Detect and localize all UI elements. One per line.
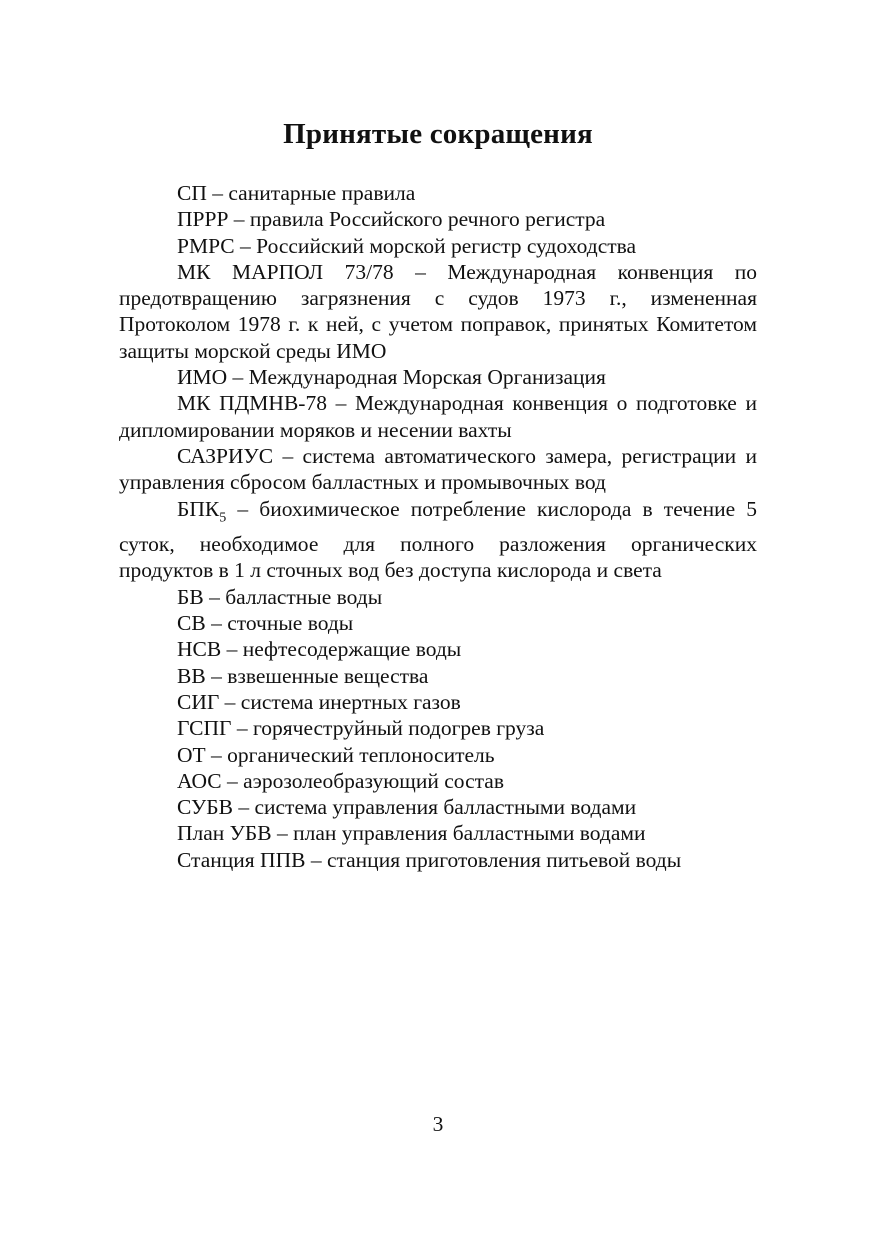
definition: план управления балластными водами <box>293 821 646 846</box>
abbreviation: АОС <box>177 768 222 793</box>
abbreviation: План УБВ <box>177 821 272 846</box>
abbreviation-entry <box>119 742 757 768</box>
dash: – <box>237 496 249 521</box>
definition: система инертных газов <box>240 689 461 714</box>
abbreviation: РМРС <box>177 233 235 258</box>
abbreviation: ОТ <box>177 742 206 767</box>
abbreviation-entry <box>119 496 757 584</box>
abbreviation: ИМО <box>177 365 228 390</box>
abbreviation: ГСПГ <box>177 716 232 741</box>
abbreviation-entry <box>119 390 757 443</box>
abbreviation-entry <box>119 584 757 610</box>
abbreviations-list <box>119 180 757 873</box>
definition: балластные воды <box>225 584 383 609</box>
abbreviation: СВ <box>177 611 206 636</box>
abbreviation-entry <box>119 636 757 662</box>
definition: Международная конвенция по предотвращению загрязнения с судов 1973 г., измененная Протоколом 1978 г. к ней, с учетом поправок, принятых Комитетом защиты морской среды ИМО <box>119 259 757 363</box>
definition: Российский морской регистр судоходства <box>256 233 637 258</box>
abbreviation-entry <box>119 233 757 259</box>
definition: биохимическое потребление кислорода в течение 5 суток, необходимое для полного разложения органических продуктов в 1 л сточных вод без доступа кислорода и света <box>119 496 758 583</box>
abbreviation: СП <box>177 181 207 205</box>
abbreviation-entry <box>119 443 757 496</box>
page-number: 3 <box>432 1112 444 1136</box>
dash: – <box>335 391 347 416</box>
abbreviation <box>177 496 227 525</box>
dash: – <box>211 611 222 636</box>
definition: Международная Морская Организация <box>248 365 606 390</box>
definition: Международная конвенция о подготовке и дипломировании моряков и несении вахты <box>119 391 757 442</box>
abbreviation: СУБВ <box>177 795 233 820</box>
abbreviation-entry <box>119 206 757 232</box>
page-title: Принятые сокращения <box>283 118 593 150</box>
dash: – <box>209 584 220 609</box>
abbreviation-entry <box>119 610 757 636</box>
abbreviation: ВВ <box>177 663 206 688</box>
dash: – <box>282 443 294 468</box>
definition: сточные воды <box>227 611 354 636</box>
abbreviation-subscript: 5 <box>219 509 227 525</box>
abbreviation-entry <box>119 364 757 390</box>
abbreviation: СИГ <box>177 689 220 714</box>
abbreviation: МК МАРПОЛ 73/78 <box>177 259 394 284</box>
abbreviation-entry <box>119 768 757 794</box>
abbreviation-entry <box>119 663 757 689</box>
abbreviation: БВ <box>177 584 204 609</box>
abbreviation-entry <box>119 259 757 364</box>
dash: – <box>276 821 288 846</box>
dash: – <box>212 181 223 205</box>
dash: – <box>232 365 244 390</box>
dash: – <box>233 207 245 232</box>
definition: аэрозолеобразующий состав <box>243 768 504 793</box>
definition: горячеструйный подогрев груза <box>252 716 545 741</box>
definition: станция приготовления питьевой воды <box>326 847 682 872</box>
definition: система управления балластными водами <box>254 795 637 820</box>
dash: – <box>224 689 236 714</box>
definition: нефтесодержащие воды <box>242 637 462 662</box>
dash: – <box>238 795 250 820</box>
abbreviation: НСВ <box>177 637 222 662</box>
abbreviation-text: БПК <box>177 496 220 521</box>
dash: – <box>226 768 238 793</box>
abbreviation: ПРРР <box>177 207 229 232</box>
definition: органический теплоноситель <box>227 742 495 767</box>
abbreviation: МК ПДМНВ-78 <box>177 391 327 416</box>
abbreviation-entry <box>119 715 757 741</box>
dash: – <box>310 847 322 872</box>
abbreviation-entry <box>119 794 757 820</box>
definition: правила Российского речного регистра <box>249 207 606 232</box>
abbreviation-entry <box>119 820 757 846</box>
dash: – <box>240 233 251 258</box>
dash: – <box>211 663 222 688</box>
dash: – <box>236 716 248 741</box>
abbreviation: Станция ППВ <box>177 847 306 872</box>
abbreviation: САЗРИУС <box>177 443 274 468</box>
abbreviation-entry <box>119 847 757 873</box>
definition: взвешенные вещества <box>227 663 429 688</box>
abbreviation-entry <box>119 689 757 715</box>
dash: – <box>415 259 426 284</box>
dash: – <box>211 742 222 767</box>
dash: – <box>226 637 238 662</box>
abbreviation-entry <box>119 180 757 206</box>
definition: система автоматического замера, регистрации и управления сбросом балластных и промывочных вод <box>119 443 758 495</box>
definition: санитарные правила <box>228 181 416 205</box>
